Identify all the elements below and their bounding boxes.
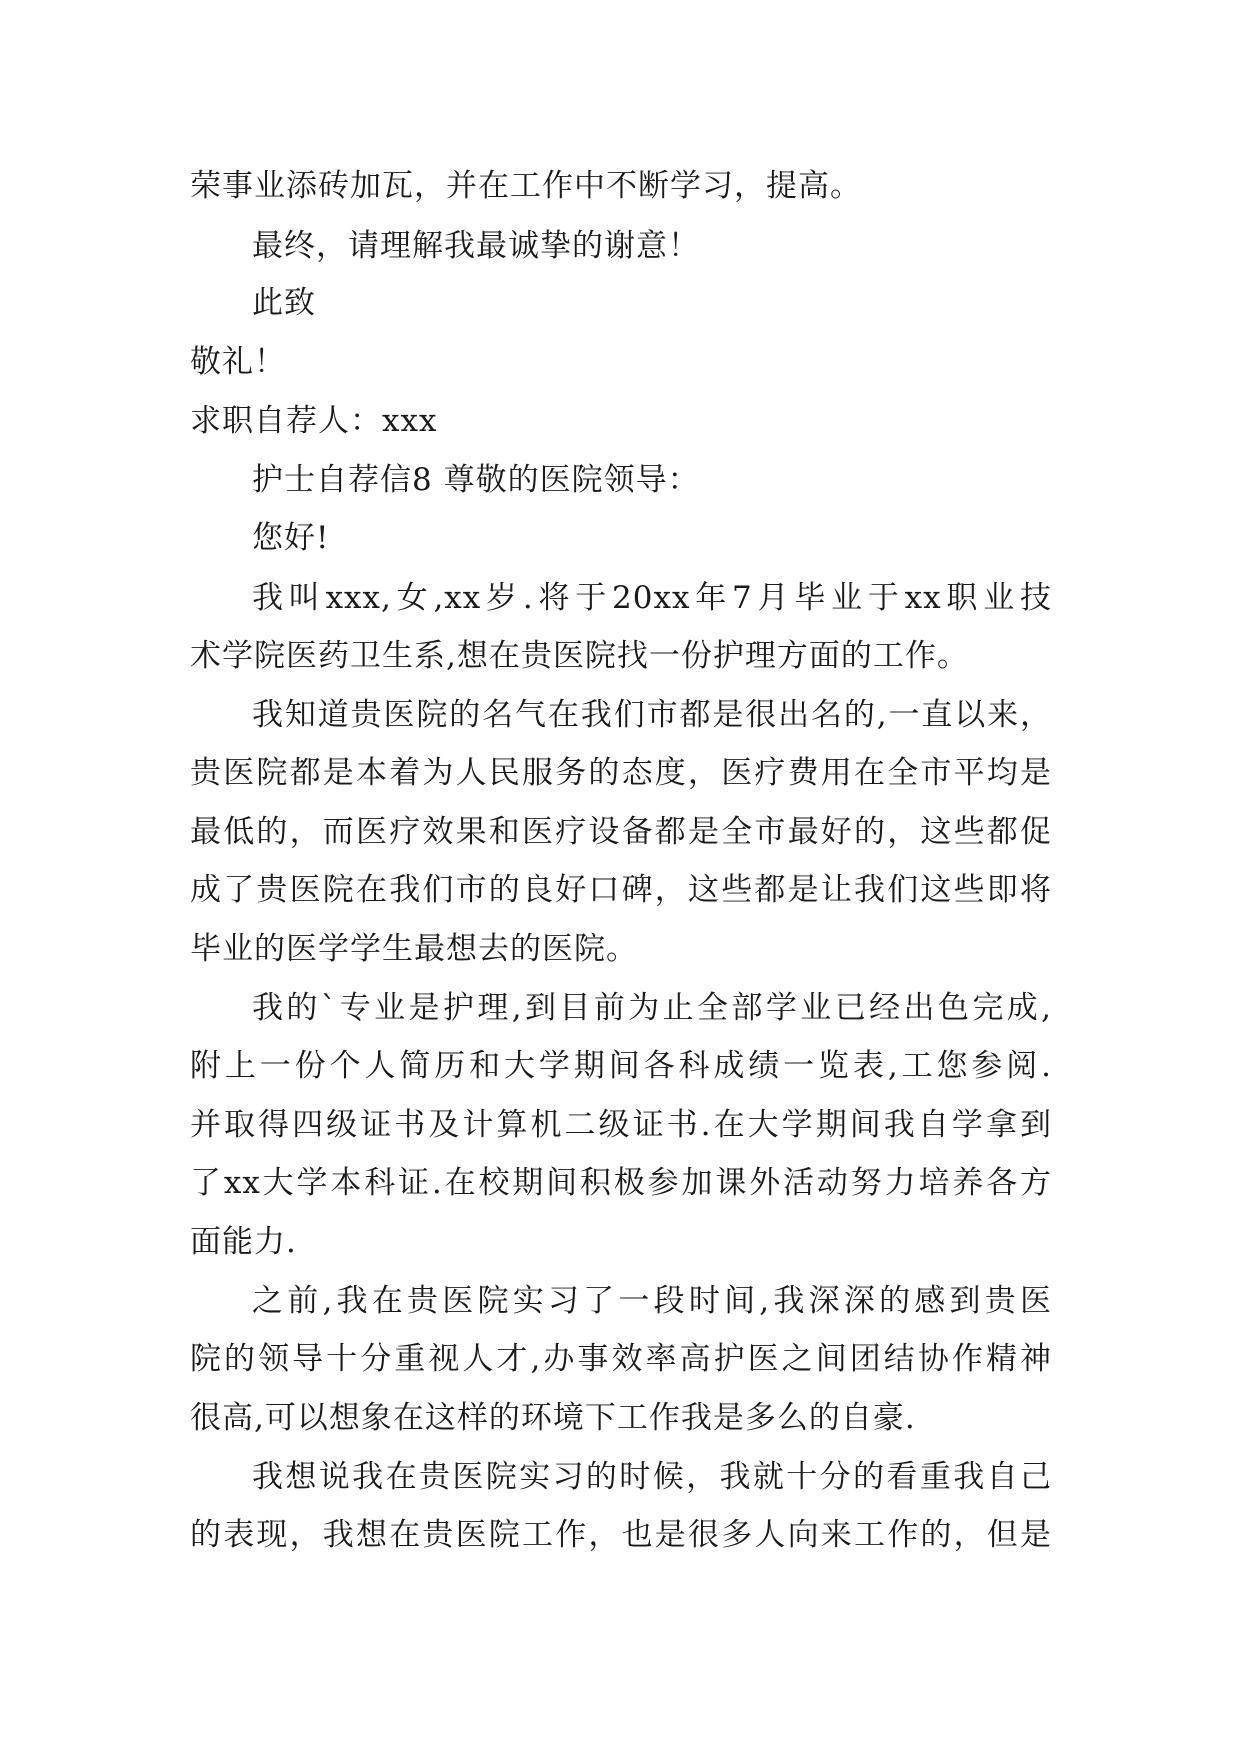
text-line: 最终，请理解我最诚挚的谢意！ xyxy=(252,228,700,264)
text-line: 最低的，而医疗效果和医疗设备都是全市最好的，这些都促 xyxy=(190,814,1052,850)
text-line: 您好! xyxy=(252,520,330,556)
text-line: 附上一份个人简历和大学期间各科成绩一览表,工您参阅. xyxy=(190,1048,1052,1084)
text-line: 贵医院都是本着为人民服务的态度，医疗费用在全市平均是 xyxy=(190,755,1052,791)
text-line: 敬礼！ xyxy=(190,344,286,380)
text-line: 成了贵医院在我们市的良好口碑，这些都是让我们这些即将 xyxy=(190,872,1052,908)
text-line: 很高,可以想象在这样的环境下工作我是多么的自豪. xyxy=(190,1400,916,1436)
text-line: 护士自荐信8 尊敬的医院领导： xyxy=(252,462,700,498)
text-line: 之前,我在贵医院实习了一段时间,我深深的感到贵医 xyxy=(252,1283,1052,1319)
text-line: 我知道贵医院的名气在我们市都是很出名的,一直以来， xyxy=(252,697,1052,733)
text-line: 我想说我在贵医院实习的时候，我就十分的看重我自己 xyxy=(252,1459,1052,1495)
text-line: 毕业的医学学生最想去的医院。 xyxy=(190,931,638,967)
text-line: 了xx大学本科证.在校期间积极参加课外活动努力培养各方 xyxy=(190,1165,1052,1201)
text-line: 荣事业添砖加瓦，并在工作中不断学习，提高。 xyxy=(190,168,862,204)
text-line: 院的领导十分重视人才,办事效率高护医之间团结协作精神 xyxy=(190,1341,1052,1377)
text-line: 面能力. xyxy=(190,1224,297,1260)
text-line: 求职自荐人：xxx xyxy=(190,403,438,439)
text-line: 的表现，我想在贵医院工作，也是很多人向来工作的，但是 xyxy=(190,1517,1052,1553)
text-line: 我叫xxx,女,xx岁.将于20xx年7月毕业于xx职业技 xyxy=(252,580,1052,616)
text-line: 术学院医药卫生系,想在贵医院找一份护理方面的工作。 xyxy=(190,638,969,674)
text-line: 并取得四级证书及计算机二级证书.在大学期间我自学拿到 xyxy=(190,1107,1052,1143)
text-line: 我的`专业是护理,到目前为止全部学业已经出色完成, xyxy=(252,990,1052,1026)
text-line: 此致 xyxy=(252,285,316,321)
